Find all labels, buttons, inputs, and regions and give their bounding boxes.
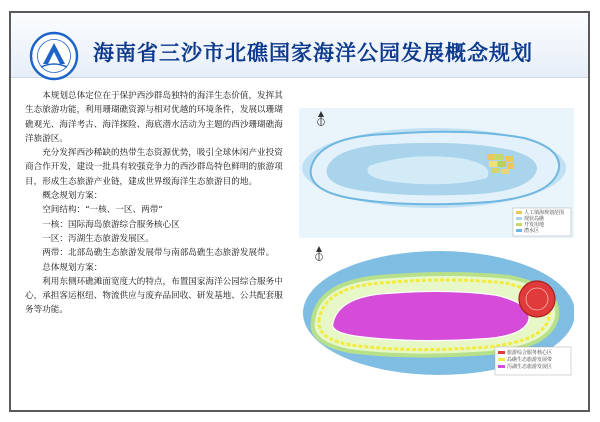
description-column xyxy=(25,89,285,318)
map2-legend-3: 泻湖生态旅游发展区 xyxy=(507,364,553,370)
planning-board xyxy=(9,11,590,412)
map1-legend-3: 开发用地 xyxy=(524,222,545,228)
intro-paragraph: 本规划总体定位在于保护西沙群岛独特的海洋生态价值，发挥其生态旅游功能，利用珊瑚礁资源与相对优越的环境条件，发展以珊瑚礁观光、海洋考古、海洋探险、海底潜水活动为主题的西沙珊瑚礁海洋旅游区。 xyxy=(25,91,283,144)
map1-legend-4: 潜水区 xyxy=(524,228,540,234)
map1-legend-2: 现状岛礁 xyxy=(524,216,545,222)
map2-legend-1: 旅游综合服务核心区 xyxy=(507,350,553,356)
core-item: 一核：国际海岛旅游综合服务核心区 xyxy=(42,219,180,230)
title-bar xyxy=(11,13,588,78)
map2-legend-2: 岛礁生态旅游发展带 xyxy=(507,357,553,363)
advantage-paragraph: 充分发挥西沙稀缺的热带生态资源优势，吸引全球休闲产业投资商合作开发，建设一批具有较强竞争力的西沙群岛特色鲜明的旅游项目，形成生态旅游产业链，建成世界级海洋生态旅游目的地。 xyxy=(25,148,283,187)
band-item: 两带：北部岛礁生态旅游发展带与南部岛礁生态旅游发展带。 xyxy=(42,248,275,259)
map2-legend xyxy=(495,347,571,375)
concept-heading: 概念规划方案： xyxy=(42,191,103,202)
page-title: 海南省三沙市北礁国家海洋公园发展概念规划 xyxy=(93,40,533,65)
master-plan-paragraph: 利用东侧环礁滩面宽度大的特点，布置国家海洋公园综合服务中心，承担客运枢纽、物流供应与废弃品回收、研发基地、公共配套服务等功能。 xyxy=(25,276,283,316)
spatial-structure: 空间结构：“一核、一区、两带” xyxy=(42,205,163,216)
association-logo xyxy=(29,31,79,81)
map2-core-area xyxy=(519,281,555,317)
map1-legend xyxy=(513,208,571,236)
concept-plan-map xyxy=(299,243,574,383)
map2-lagoon-zone xyxy=(333,291,530,340)
zone-item: 一区：泻湖生态旅游发展区。 xyxy=(42,233,154,244)
map1-legend-1: 人工填海规划范围 xyxy=(524,210,565,216)
master-plan-heading: 总体规划方案： xyxy=(42,262,103,273)
reef-status-map xyxy=(299,108,574,238)
